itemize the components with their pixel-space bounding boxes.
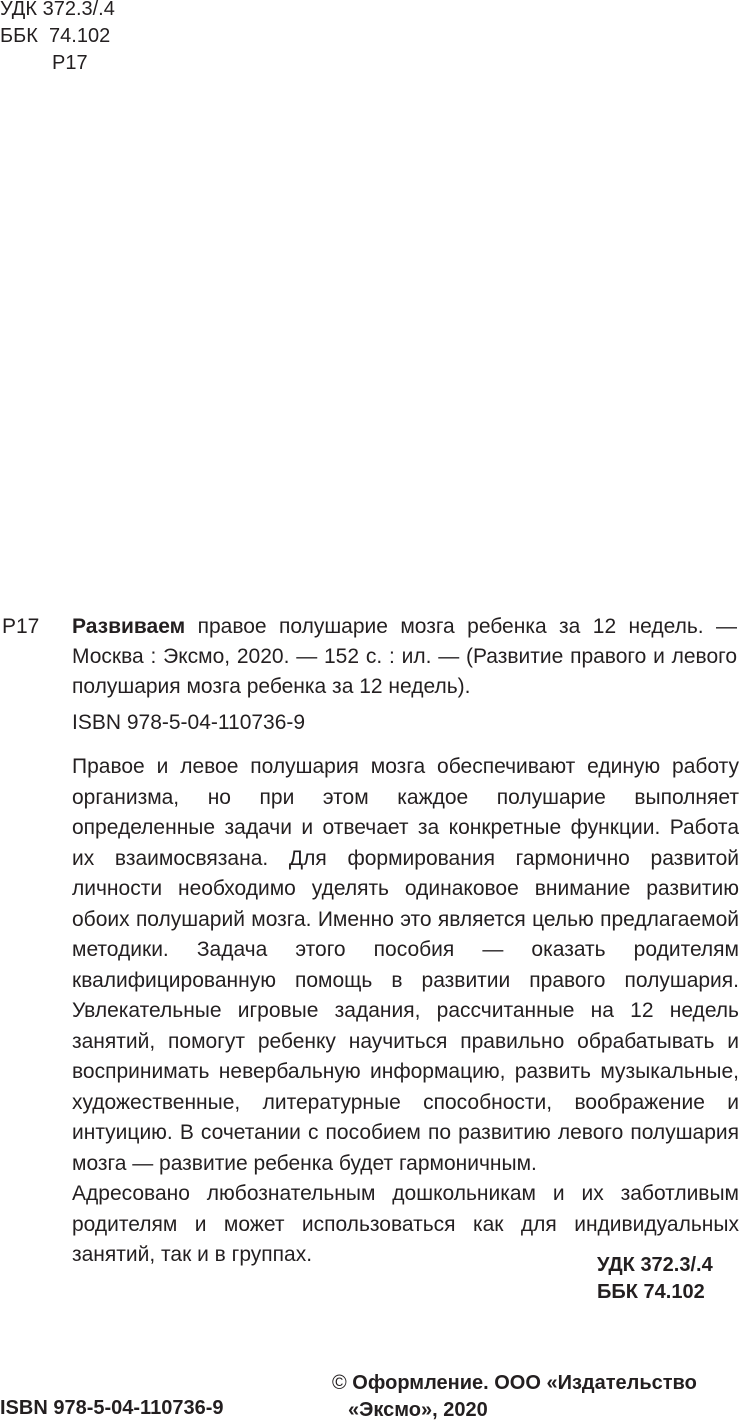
author-sign-top: Р17 xyxy=(52,52,88,74)
classification-codes-right xyxy=(597,1252,713,1306)
author-sign: Р17 xyxy=(2,615,40,638)
annotation-text-1: Правое и левое полушария мозга обеспечивают единую работу организма, но при этом каждое полушарие выполняет определенные задачи и отвечает за конкретные функции. Работа их взаимосвязана. Для формирования гармонично развитой личности необходимо уделять одинаковое внимание развитию обоих полушарий мозга. Именно это является целью предлагаемой методики. Задача этого пособия — оказать родителям квалифицированную помощь в развитии правого полушария. Увлекательные игровые задания, рассчитанные на 12 недель занятий, помогут ребенку научиться правильно обрабатывать и воспринимать невербальную информацию, развить музыкальные, художественные, литературные способности, воображение и интуицию. В сочетании с пособием по развитию левого полушария мозга — развитие ребенка будет гармоничным. xyxy=(72,755,739,1175)
bbk-value: 74.102 xyxy=(49,25,111,47)
udk-value: 372.3/.4 xyxy=(42,0,115,20)
copyright-line-1: Оформление. ООО «Издательство xyxy=(346,1372,697,1394)
bibliographic-text: правое полушарие мозга ребенка за 12 недель. — Москва : Эксмо, 2020. — 152 с. : ил. — (Развитие правого и левого полушария мозга ребенка за 12 недель). xyxy=(72,615,737,698)
book-title: Развиваем xyxy=(72,615,186,638)
isbn-footer: ISBN 978-5-04-110736-9 xyxy=(0,1397,224,1419)
udk-row xyxy=(0,0,115,23)
bbk-row xyxy=(0,23,115,50)
isbn-entry: ISBN 978-5-04-110736-9 xyxy=(72,711,306,734)
udk-code: УДК 372.3/.4 xyxy=(597,1254,713,1276)
udk-label: УДК xyxy=(0,0,38,20)
copyright-line-2: «Эксмо», 2020 xyxy=(348,1399,488,1421)
annotation-text-2: Адресовано любознательным дошкольникам и их заботливым родителям и может использоваться как для индивидуальных занятий, так и в группах. xyxy=(72,1182,739,1266)
annotation-paragraph xyxy=(72,752,739,1179)
annotation xyxy=(72,752,739,1271)
bbk-label: ББК xyxy=(0,25,38,47)
copyright-notice xyxy=(332,1370,697,1424)
copyright-icon: © xyxy=(332,1372,347,1394)
bbk-code: ББК 74.102 xyxy=(597,1281,705,1303)
top-classification-codes xyxy=(0,0,115,77)
bibliographic-description xyxy=(72,612,737,702)
